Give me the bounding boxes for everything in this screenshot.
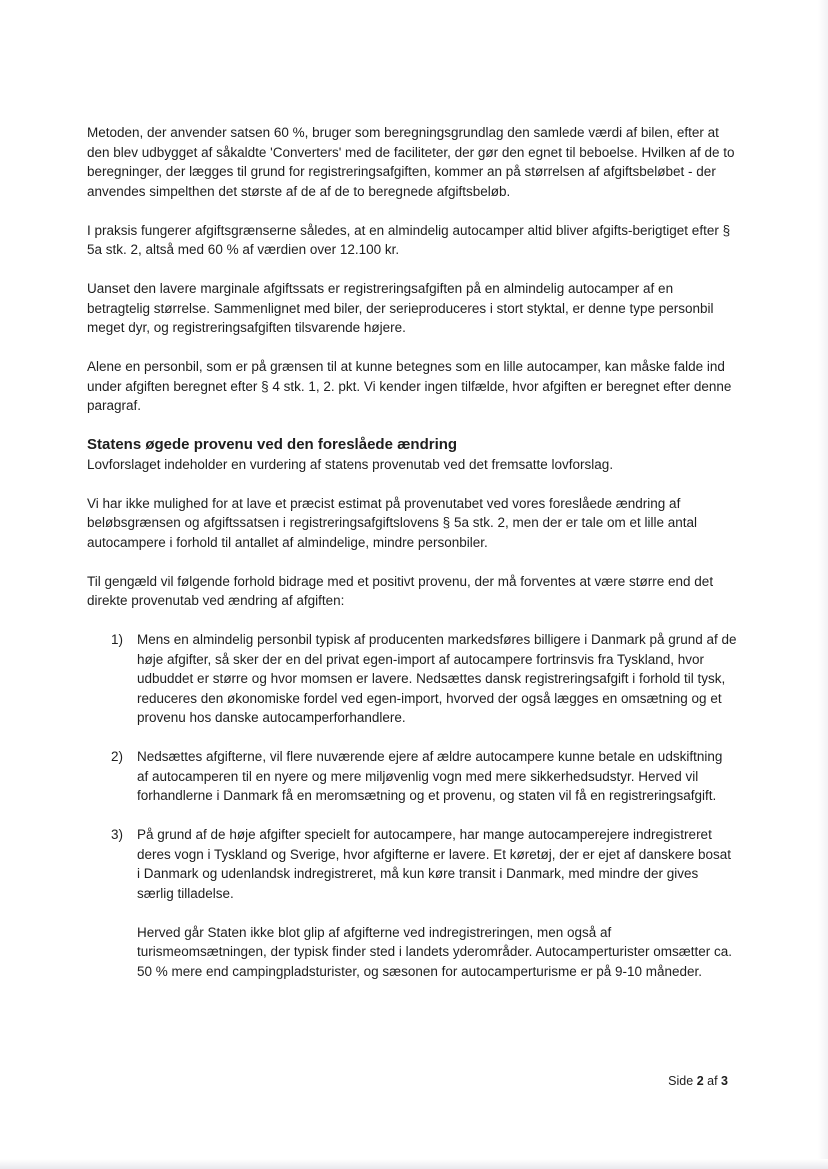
list-number: 2) — [111, 749, 124, 764]
paragraph: Lovforslaget indeholder en vurdering af statens provenutab ved det fremsatte lovforslag. — [87, 456, 614, 472]
page-number — [620, 1074, 728, 1088]
page-label: Side — [668, 1074, 694, 1088]
list-item-text: På grund af de høje afgifter specielt for autocampere, har mange autocamperejere indregistreret deres vogn i Tyskland og Sverige, hvor afgifterne er lavere. Et køretøj, der er ejet af danskere bosat i Danmark og udenlandsk indregistreret, må kun køre transit i Danmark, med mindre der gives særlig tilladelse. — [137, 827, 732, 901]
list-item — [87, 747, 737, 806]
scan-edge-shadow — [818, 0, 828, 1169]
page-content — [87, 123, 737, 1001]
list-item-text: Mens en almindelig personbil typisk af producenten markedsføres billigere i Danmark på grund af de høje afgifter, så sker der en del privat egen-import af autocampere fortrinsvis fra Tyskland, hvor udbuddet er større og hvor momsen er lavere. Nedsættes dansk registreringsafgift i forhold til tysk, reduceres den økonomiske fordel ved egen-import, hvorved der også lægges en omsætning og et provenu hos danske autocamperforhandlere. — [137, 632, 737, 725]
paragraph: Metoden, der anvender satsen 60 %, bruger som beregningsgrundlag den samlede værdi af bilen, efter at den blev udbygget af såkaldte 'Converters' med de faciliteter, der gør den egnet til beboelse. Hvilken af de to beregninger, der lægges til grund for registreringsafgiften, kommer an på størrelsen af afgiftsbeløbet - der anvendes simpelthen det største af de af de to beregnede afgiftsbeløb. — [87, 125, 735, 199]
list-item-subparagraph: Herved går Staten ikke blot glip af afgifterne ved indregistreringen, men også af turismeomsætningen, der typisk finder sted i landets yderområder. Autocamperturister omsætter ca. 50 % mere end campingpladsturister, og sæsonen for autocamperturisme er på 9-10 måneder. — [137, 924, 733, 979]
paragraph: Alene en personbil, som er på grænsen til at kunne betegnes som en lille autocamper, kan måske falde ind under afgiften beregnet efter § 4 stk. 1, 2. pkt. Vi kender ingen tilfælde, hvor afgiften er beregnet efter denne paragraf. — [87, 359, 732, 413]
list-number: 3) — [111, 827, 124, 842]
paragraph: Vi har ikke mulighed for at lave et præcist estimat på provenutabet ved vores foreslåede ændring af beløbsgrænsen og afgiftssatsen i registreringsafgiftslovens § 5a stk. 2, men der er tale om et lille antal autocampere i forhold til antallet af almindelige, mindre personbiler. — [87, 495, 698, 550]
list-item — [87, 630, 737, 728]
list-item — [87, 825, 737, 981]
page-of-label: af — [707, 1074, 718, 1088]
paragraph: Uanset den lavere marginale afgiftssats er registreringsafgiften på en almindelig autocamper af en betragtelig størrelse. Sammenlignet med biler, der serieproduceres i stort styktal, er denne type personbil meget dyr, og registreringsafgiften tilsvarende højere. — [87, 281, 714, 335]
current-page: 2 — [696, 1074, 704, 1088]
section-heading: Statens øgede provenu ved den foreslåede ændring — [87, 436, 458, 453]
scan-bottom-shadow — [0, 1159, 828, 1169]
list-item-text: Nedsættes afgifterne, vil flere nuværende ejere af ældre autocampere kunne betale en udskiftning af autocamperen til en nyere og mere miljøvenlig vogn med mere sikkerhedsudstyr. Herved vil forhandlerne i Danmark få en meromsætning og et provenu, og staten vil få en registreringsafgift. — [137, 749, 723, 803]
list-number: 1) — [111, 632, 124, 647]
total-pages: 3 — [721, 1074, 728, 1088]
paragraph: Til gengæld vil følgende forhold bidrage med et positivt provenu, der må forventes at være større end det direkte provenutab ved ændring af afgiften: — [87, 573, 714, 608]
numbered-list — [87, 630, 737, 981]
paragraph: I praksis fungerer afgiftsgrænserne således, at en almindelig autocamper altid bliver afgifts-berigtiget efter § 5a stk. 2, altså med 60 % af værdien over 12.100 kr. — [87, 222, 731, 257]
